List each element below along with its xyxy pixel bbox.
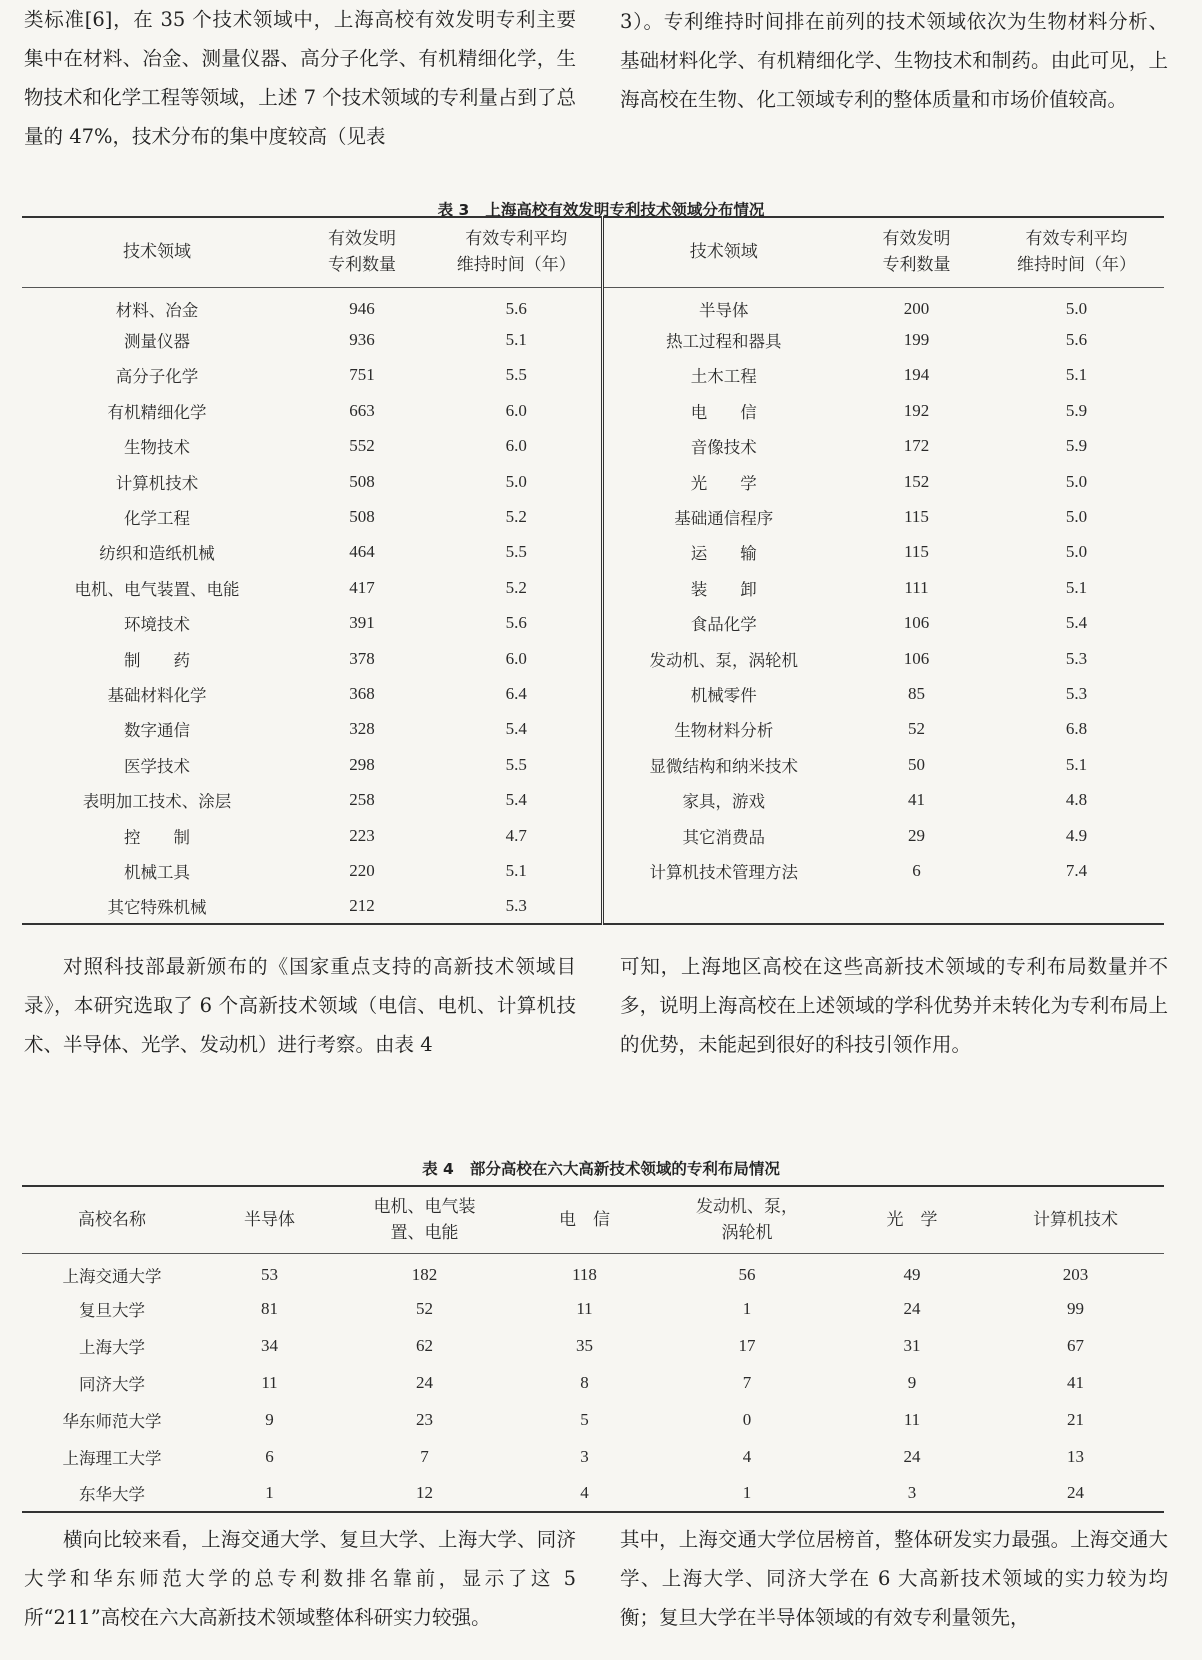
table3-left-duration-cell: 5.1 bbox=[505, 860, 527, 880]
paragraph-middle-right: 可知，上海地区高校在这些高新技术领域的专利布局数量并不多，说明上海高校在上述领域的学科优势并未转化为专利布局上的优势，未能起到很好的科技引领作用。 bbox=[620, 955, 1168, 1056]
table3-right-duration-cell: 6.8 bbox=[1065, 719, 1088, 739]
table3-left-duration-cell: 6.0 bbox=[505, 436, 527, 456]
table3-left-domain-cell: 其它特殊机械 bbox=[107, 897, 207, 917]
table4-row bbox=[22, 1475, 1164, 1512]
table3-left-count-cell: 220 bbox=[349, 860, 375, 880]
table4-value-cell: 24 bbox=[416, 1372, 433, 1392]
table4-value-cell: 23 bbox=[416, 1409, 433, 1429]
table3-right-count-cell: 194 bbox=[903, 365, 930, 385]
table3-caption-text: 上海高校有效发明专利技术领域分布情况 bbox=[485, 201, 765, 219]
table4-value-cell: 62 bbox=[416, 1335, 433, 1355]
table3-left-count-cell: 508 bbox=[349, 471, 375, 491]
table3-left-domain-cell: 基础材料化学 bbox=[107, 685, 207, 705]
table3-right-domain-cell: 计算机技术管理方法 bbox=[602, 853, 844, 888]
table4-value-cell: 1 bbox=[265, 1483, 274, 1502]
table4-value-cell: 5 bbox=[580, 1409, 589, 1429]
table3-header-duration: 有效专利平均 维持时间（年） bbox=[432, 217, 602, 287]
table3-left-count-cell: 552 bbox=[349, 436, 375, 456]
table3-row bbox=[22, 358, 1164, 393]
table4-value-cell: 24 bbox=[1067, 1483, 1084, 1502]
table4-university-cell: 上海理工大学 bbox=[62, 1448, 162, 1468]
table3-caption-number: 表 3 bbox=[437, 201, 470, 219]
table3-right-duration-cell: 5.9 bbox=[1065, 400, 1088, 420]
table3-left-count-cell: 391 bbox=[349, 613, 375, 633]
table4-value-cell: 52 bbox=[416, 1298, 433, 1318]
table3-right-domain-cell: 土木工程 bbox=[602, 358, 844, 393]
table3-left-duration-cell: 5.5 bbox=[505, 365, 527, 385]
table3-right-domain-cell: 装 卸 bbox=[602, 570, 844, 605]
table4-value-cell: 13 bbox=[1067, 1446, 1084, 1466]
table3-row bbox=[22, 712, 1164, 747]
table4-value-cell: 1 bbox=[742, 1298, 752, 1318]
table3-header-domain-right: 技术领域 bbox=[602, 217, 844, 287]
table3-left-domain-cell: 化学工程 bbox=[124, 509, 190, 529]
table3-right-domain-cell: 食品化学 bbox=[602, 606, 844, 641]
table4-value-cell: 4 bbox=[580, 1483, 589, 1502]
table3-right-count-cell: 6 bbox=[912, 860, 921, 880]
table3-right-duration-cell: 5.0 bbox=[1065, 471, 1088, 491]
table3-left-duration-cell: 5.4 bbox=[505, 719, 527, 739]
table3-left-domain-cell: 数字通信 bbox=[124, 721, 190, 741]
table4-header-row bbox=[22, 1186, 1164, 1253]
table4-value-cell: 1 bbox=[742, 1483, 752, 1502]
table4-value-cell: 0 bbox=[742, 1409, 752, 1429]
table4-row bbox=[22, 1327, 1164, 1364]
table3-left-count-cell: 212 bbox=[349, 895, 375, 915]
paragraph-middle-left: 对照科技部最新颁布的《国家重点支持的高新技术领域目录》，本研究选取了 6 个高新技术领域（电信、电机、计算机技术、半导体、光学、发动机）进行考察。由表 4 bbox=[24, 955, 576, 1056]
table3-row bbox=[22, 464, 1164, 499]
table3-left-domain-cell: 环境技术 bbox=[124, 615, 190, 635]
table4-caption-text: 部分高校在六大高新技术领域的专利布局情况 bbox=[469, 1160, 780, 1178]
table3-left-duration-cell: 5.2 bbox=[505, 507, 527, 527]
table4-row bbox=[22, 1438, 1164, 1475]
table3-right-count-cell: 115 bbox=[904, 542, 929, 562]
table4-university-cell: 复旦大学 bbox=[79, 1300, 145, 1320]
table4-university-cell: 上海大学 bbox=[79, 1337, 145, 1357]
table4-university-cell: 上海交通大学 bbox=[62, 1266, 162, 1286]
table3-right-count-cell: 111 bbox=[904, 577, 929, 597]
table3-left-domain-cell: 电机、电气装置、电能 bbox=[74, 579, 240, 599]
table4-value-cell: 3 bbox=[907, 1483, 917, 1502]
table4-university-cell: 同济大学 bbox=[79, 1374, 145, 1394]
table4-value-cell: 11 bbox=[576, 1298, 593, 1318]
table3-left-duration-cell: 5.5 bbox=[505, 754, 527, 774]
table4-row bbox=[22, 1253, 1164, 1290]
table4-value-cell: 53 bbox=[261, 1264, 278, 1284]
table4-value-cell: 41 bbox=[1067, 1372, 1084, 1392]
table3-right-duration-cell: 5.6 bbox=[1065, 330, 1088, 350]
table3-row bbox=[22, 641, 1164, 676]
table4-value-cell: 7 bbox=[420, 1446, 429, 1466]
table4-header-computer: 计算机技术 bbox=[987, 1186, 1164, 1253]
table3-right-domain-cell bbox=[602, 889, 844, 924]
table3-left-domain-cell: 纺织和造纸机械 bbox=[99, 544, 215, 564]
table3-left-duration-cell: 5.1 bbox=[505, 330, 527, 350]
table4-header-semiconductor: 半导体 bbox=[202, 1186, 337, 1253]
table3-right-domain-cell: 半导体 bbox=[602, 287, 844, 322]
table3-right-domain-cell: 显微结构和纳米技术 bbox=[602, 747, 844, 782]
table4-value-cell: 35 bbox=[576, 1335, 593, 1355]
table4-value-cell: 11 bbox=[261, 1372, 278, 1392]
table3-right-count-cell: 172 bbox=[903, 436, 930, 456]
paragraph-top-right: 3）。专利维持时间排在前列的技术领域依次为生物材料分析、基础材料化学、有机精细化学、生物技术和制药。由此可见，上海高校在生物、化工领域专利的整体质量和市场价值较高。 bbox=[620, 10, 1168, 111]
paragraph-top-left: 类标准[6]，在 35 个技术领域中，上海高校有效发明专利主要集中在材料、冶金、测量仪器、高分子化学、有机精细化学，生物技术和化学工程等领域，上述 7 个技术领域的专利量占到了总量的 47%，技术分布的集中度较高（见表 bbox=[24, 8, 576, 148]
table3-row bbox=[22, 393, 1164, 428]
table3-left-count-cell: 464 bbox=[349, 542, 375, 562]
table3-left-duration-cell: 6.0 bbox=[505, 648, 527, 668]
table3-right-count-cell: 200 bbox=[903, 298, 930, 318]
table3-left-domain-cell: 测量仪器 bbox=[124, 332, 190, 352]
table3-right-count-cell: 115 bbox=[904, 507, 929, 527]
paragraph-bottom-left: 横向比较来看，上海交通大学、复旦大学、上海大学、同济大学和华东师范大学的总专利数排名靠前，显示了这 5 所“211”高校在六大高新技术领域整体科研实力较强。 bbox=[24, 1528, 576, 1629]
table3-row bbox=[22, 782, 1164, 817]
table3-row bbox=[22, 853, 1164, 888]
table3-right-domain-cell: 家具，游戏 bbox=[602, 782, 844, 817]
table4-value-cell: 9 bbox=[265, 1409, 274, 1429]
table4-value-cell: 81 bbox=[261, 1298, 278, 1318]
table3-left-domain-cell: 控 制 bbox=[124, 827, 190, 847]
table3-left-duration-cell: 5.4 bbox=[505, 790, 527, 810]
table3-left-count-cell: 663 bbox=[349, 400, 375, 420]
table3-header-count-right: 有效发明 专利数量 bbox=[844, 217, 989, 287]
table4-value-cell: 9 bbox=[907, 1372, 917, 1392]
table3-left-count-cell: 298 bbox=[349, 754, 375, 774]
table4-value-cell: 17 bbox=[738, 1335, 756, 1355]
table3-row bbox=[22, 322, 1164, 357]
table3-right-count-cell: 52 bbox=[908, 719, 925, 739]
table3-row bbox=[22, 889, 1164, 924]
table3-right-duration-cell: 4.8 bbox=[1065, 790, 1088, 810]
table3-left-duration-cell: 6.4 bbox=[505, 683, 527, 703]
table3-right-duration-cell: 5.9 bbox=[1065, 436, 1088, 456]
table3-row bbox=[22, 818, 1164, 853]
table3-right-count-cell: 192 bbox=[903, 400, 930, 420]
table3-row bbox=[22, 429, 1164, 464]
table3-left-duration-cell: 5.3 bbox=[505, 895, 527, 915]
table3-left-domain-cell: 材料、冶金 bbox=[115, 300, 199, 320]
table4-value-cell: 12 bbox=[416, 1483, 433, 1502]
table3-right-duration-cell: 5.4 bbox=[1065, 613, 1088, 633]
table3-right-domain-cell: 机械零件 bbox=[602, 676, 844, 711]
table3-right-domain-cell: 热工过程和器具 bbox=[602, 322, 844, 357]
table3-left-domain-cell: 生物技术 bbox=[124, 438, 190, 458]
table4-value-cell: 24 bbox=[903, 1298, 921, 1318]
table3-right-duration-cell bbox=[989, 889, 1164, 924]
table3-row bbox=[22, 535, 1164, 570]
table3-right-count-cell: 29 bbox=[908, 825, 925, 845]
table3-left-domain-cell: 制 药 bbox=[124, 650, 190, 670]
table4-row bbox=[22, 1401, 1164, 1438]
table3-row bbox=[22, 499, 1164, 534]
table4-university-cell: 东华大学 bbox=[79, 1485, 145, 1504]
table3-right-duration-cell: 5.0 bbox=[1065, 542, 1088, 562]
table4-header-engine: 发动机、泵， 涡轮机 bbox=[657, 1186, 837, 1253]
table4-header-optics: 光 学 bbox=[837, 1186, 987, 1253]
table3-row bbox=[22, 606, 1164, 641]
table4-value-cell: 67 bbox=[1067, 1335, 1084, 1355]
table4-value-cell: 118 bbox=[572, 1264, 597, 1284]
table3-right-domain-cell: 其它消费品 bbox=[602, 818, 844, 853]
table3-header-duration-right: 有效专利平均 维持时间（年） bbox=[989, 217, 1164, 287]
table3-left-duration-cell: 5.5 bbox=[505, 542, 527, 562]
table4 bbox=[22, 1185, 1164, 1513]
table3-right-duration-cell: 5.1 bbox=[1065, 754, 1088, 774]
table3-row bbox=[22, 747, 1164, 782]
table3-left-count-cell: 368 bbox=[349, 683, 375, 703]
table3-right-domain-cell: 音像技术 bbox=[602, 429, 844, 464]
table3-right-domain-cell: 电 信 bbox=[602, 393, 844, 428]
table3-right-duration-cell: 5.3 bbox=[1065, 683, 1088, 703]
table3-right-domain-cell: 发动机、泵，涡轮机 bbox=[602, 641, 844, 676]
table4-value-cell: 34 bbox=[261, 1335, 278, 1355]
table3-right-duration-cell: 7.4 bbox=[1065, 860, 1088, 880]
table3-left-domain-cell: 医学技术 bbox=[124, 756, 190, 776]
table3-right-duration-cell: 5.1 bbox=[1065, 365, 1088, 385]
table4-value-cell: 3 bbox=[580, 1446, 589, 1466]
table3-right-count-cell bbox=[844, 889, 989, 924]
table3-left-duration-cell: 4.7 bbox=[505, 825, 527, 845]
table4-value-cell: 49 bbox=[903, 1264, 921, 1284]
table3-right-duration-cell: 5.0 bbox=[1065, 298, 1088, 318]
table4-header-telecom: 电 信 bbox=[512, 1186, 657, 1253]
table4-caption-number: 表 4 bbox=[422, 1160, 454, 1178]
table3-left-duration-cell: 5.2 bbox=[505, 577, 527, 597]
table3-left-duration-cell: 5.6 bbox=[505, 298, 527, 318]
table3-row bbox=[22, 287, 1164, 322]
table4-value-cell: 4 bbox=[742, 1446, 752, 1466]
table3-left-count-cell: 223 bbox=[349, 825, 375, 845]
table3-right-domain-cell: 生物材料分析 bbox=[602, 712, 844, 747]
table4-row bbox=[22, 1290, 1164, 1327]
table3-left-count-cell: 508 bbox=[349, 507, 375, 527]
table4-value-cell: 99 bbox=[1067, 1298, 1084, 1318]
table3-right-count-cell: 41 bbox=[908, 790, 925, 810]
table4-value-cell: 21 bbox=[1067, 1409, 1084, 1429]
table3-right-duration-cell: 5.0 bbox=[1065, 507, 1088, 527]
table3-right-duration-cell: 5.1 bbox=[1065, 577, 1088, 597]
table4-header-university: 高校名称 bbox=[22, 1186, 202, 1253]
table3-right-domain-cell: 运 输 bbox=[602, 535, 844, 570]
table3-right-domain-cell: 基础通信程序 bbox=[602, 499, 844, 534]
table4-caption bbox=[0, 1157, 1202, 1179]
table4-value-cell: 6 bbox=[265, 1446, 274, 1466]
table4-value-cell: 24 bbox=[903, 1446, 921, 1466]
table3-left-domain-cell: 表明加工技术、涂层 bbox=[82, 792, 232, 812]
table3-left-duration-cell: 6.0 bbox=[505, 400, 527, 420]
table3-left-duration-cell: 5.0 bbox=[505, 471, 527, 491]
table3-left-count-cell: 417 bbox=[349, 577, 375, 597]
table3-header-row bbox=[22, 217, 1164, 287]
table3-right-duration-cell: 4.9 bbox=[1065, 825, 1088, 845]
table3-right-count-cell: 106 bbox=[903, 648, 930, 668]
table4-value-cell: 7 bbox=[742, 1372, 752, 1392]
table3-left-duration-cell: 5.6 bbox=[505, 613, 527, 633]
table3-header-domain: 技术领域 bbox=[22, 217, 292, 287]
table3-left-domain-cell: 高分子化学 bbox=[115, 367, 199, 387]
table3-right-duration-cell: 5.3 bbox=[1065, 648, 1088, 668]
table3-right-count-cell: 85 bbox=[908, 683, 925, 703]
table3-left-count-cell: 328 bbox=[349, 719, 375, 739]
table3-right-count-cell: 199 bbox=[903, 330, 930, 350]
table3-left-count-cell: 378 bbox=[349, 648, 375, 668]
table3-left-count-cell: 936 bbox=[349, 330, 375, 350]
table3-left-domain-cell: 有机精细化学 bbox=[107, 402, 207, 422]
table4-value-cell: 31 bbox=[903, 1335, 921, 1355]
table4-header-electrical: 电机、电气装 置、电能 bbox=[337, 1186, 512, 1253]
table4-value-cell: 182 bbox=[411, 1264, 438, 1284]
table3 bbox=[22, 216, 1164, 925]
table3-row bbox=[22, 676, 1164, 711]
table4-value-cell: 203 bbox=[1062, 1264, 1089, 1284]
table3-right-count-cell: 50 bbox=[908, 754, 925, 774]
table3-row bbox=[22, 570, 1164, 605]
table4-row bbox=[22, 1364, 1164, 1401]
table3-left-count-cell: 946 bbox=[349, 298, 375, 318]
table3-header-count: 有效发明 专利数量 bbox=[292, 217, 432, 287]
table3-left-domain-cell: 机械工具 bbox=[124, 862, 190, 882]
table4-value-cell: 11 bbox=[903, 1409, 921, 1429]
table3-left-domain-cell: 计算机技术 bbox=[115, 473, 199, 493]
table3-left-count-cell: 751 bbox=[349, 365, 375, 385]
table3-left-count-cell: 258 bbox=[349, 790, 375, 810]
table4-university-cell: 华东师范大学 bbox=[62, 1411, 162, 1431]
table3-right-count-cell: 106 bbox=[903, 613, 930, 633]
table4-value-cell: 8 bbox=[580, 1372, 589, 1392]
table3-right-domain-cell: 光 学 bbox=[602, 464, 844, 499]
paragraph-bottom-right: 其中，上海交通大学位居榜首，整体研发实力最强。上海交通大学、上海大学、同济大学在 6 大高新技术领域的实力较为均衡；复旦大学在半导体领域的有效专利量领先， bbox=[620, 1528, 1168, 1629]
table3-right-count-cell: 152 bbox=[903, 471, 930, 491]
table4-value-cell: 56 bbox=[738, 1264, 756, 1284]
